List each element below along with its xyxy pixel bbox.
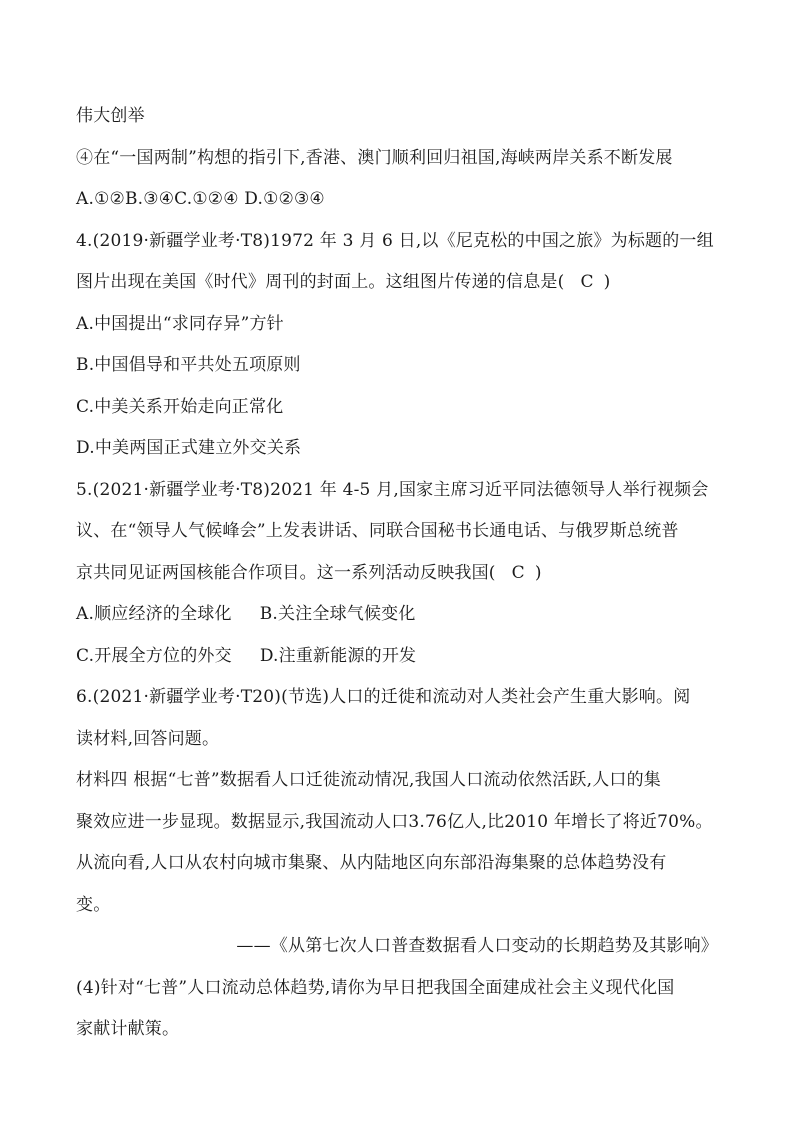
text-line: ④在“一国两制”构想的指引下,香港、澳门顺利回归祖国,海峡两岸关系不断发展	[76, 147, 673, 168]
question-5-stem-cont: 议、在“领导人气候峰会”上发表讲话、同联合国秘书长通电话、与俄罗斯总统普	[76, 521, 679, 541]
question-6-4-stem: (4)针对“七普”人口流动总体趋势,请你为早日把我国全面建成社会主义现代化国	[76, 977, 675, 998]
question-6-4-stem-cont: 家献计献策。	[76, 1019, 180, 1039]
question-5-option-d: D.注重新能源的开发	[259, 645, 417, 666]
material-4-text: 变。	[76, 894, 111, 915]
stem-text: 图片出现在美国《时代》周刊的封面上。这组图片传递的信息是(	[76, 272, 565, 292]
question-5-answer: C	[511, 562, 525, 583]
question-6-stem-cont: 读材料,回答问题。	[76, 728, 220, 749]
stem-text: 京共同见证两国核能合作项目。这一系列活动反映我国(	[76, 562, 496, 583]
question-5-option-a: A.顺应经济的全球化	[76, 604, 232, 624]
paren-close: )	[603, 272, 611, 292]
question-5-stem: 5.(2021·新疆学业考·T8)2021 年 4-5 月,国家主席习近平同法德领导人举行视频会	[76, 479, 709, 500]
question-5-option-b: B.关注全球气候变化	[259, 604, 416, 624]
text-line: 伟大创举	[76, 106, 145, 126]
paren-close: )	[534, 562, 542, 583]
question-4-option-a: A.中国提出“求同存异”方针	[76, 313, 284, 334]
material-4-text: 材料四 根据“七普”数据看人口迁徙流动情况,我国人口流动依然活跃,人口的集	[76, 770, 661, 790]
question-4-stem-cont	[76, 262, 720, 304]
question-4-stem: 4.(2019·新疆学业考·T8)1972 年 3 月 6 日,以《尼克松的中国之旅》为标题的一组	[76, 230, 714, 251]
question-4-option-c: C.中美关系开始走向正常化	[76, 396, 284, 417]
question-5-stem-end	[76, 553, 720, 595]
question-4-option-d: D.中美两国正式建立外交关系	[76, 438, 302, 458]
document-page	[76, 96, 720, 1051]
question-5-options-ab	[76, 594, 720, 636]
material-4-text: 从流向看,人口从农村向城市集聚、从内陆地区向东部沿海集聚的总体趋势没有	[76, 853, 667, 873]
material-4-source: ——《从第七次人口普查数据看人口变动的长期趋势及其影响》	[236, 936, 718, 956]
question-4-option-b: B.中国倡导和平共处五项原则	[76, 355, 301, 375]
question-5-option-c: C.开展全方位的外交	[76, 645, 232, 666]
question-4-answer: C	[580, 272, 594, 292]
question-5-options-cd	[76, 636, 720, 678]
question-6-stem: 6.(2021·新疆学业考·T20)(节选)人口的迁徙和流动对人类社会产生重大影响。阅	[76, 687, 691, 707]
question-3-options: A.①②B.③④C.①②④ D.①②③④	[76, 189, 325, 209]
material-4-text: 聚效应进一步显现。数据显示,我国流动人口3.76亿人,比2010 年增长了将近70%。	[76, 811, 713, 832]
